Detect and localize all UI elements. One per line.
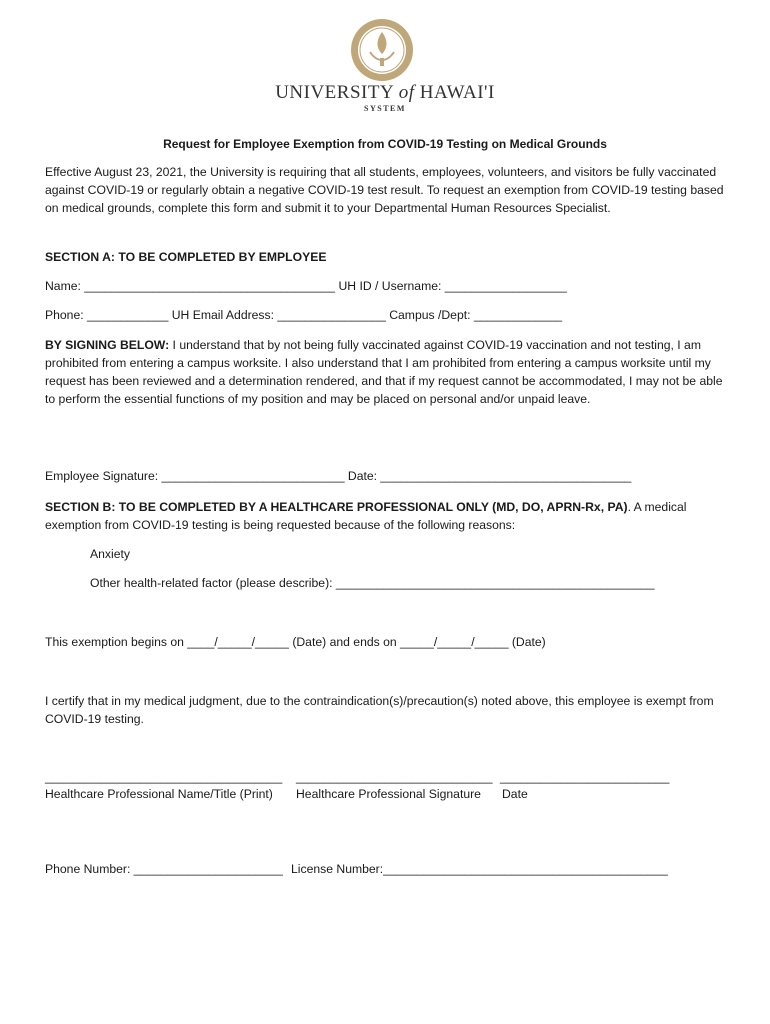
intro-paragraph: Effective August 23, 2021, the University is requiring that all students, employees, volunteers, and visitors be fully vaccinated against COVID-19 or regularly obtain a negative COVID-19 test result. To request an exemption from COVID-19 testing based on medical grounds, complete this form and submit it to your Departmental Human Resources Specialist. bbox=[45, 165, 724, 215]
hp-date-label: Date bbox=[502, 787, 528, 801]
form-title: Request for Employee Exemption from COVID-19 Testing on Medical Grounds bbox=[163, 137, 607, 151]
hp-signature-blank[interactable]: _____________________________ bbox=[296, 770, 493, 784]
section-a-heading: SECTION A: TO BE COMPLETED BY EMPLOYEE bbox=[45, 250, 327, 264]
reason-other-field-line[interactable]: Other health-related factor (please describe): _______________________________________________ bbox=[90, 576, 655, 590]
hp-name-label: Healthcare Professional Name/Title (Print) bbox=[45, 787, 273, 801]
university-wordmark: UNIVERSITY of HAWAI'I bbox=[275, 82, 495, 103]
exemption-dates-line[interactable]: This exemption begins on ____/_____/_____ (Date) and ends on _____/_____/_____ (Date) bbox=[45, 635, 546, 649]
university-seal-logo bbox=[350, 18, 414, 82]
hp-name-blank[interactable]: ___________________________________ bbox=[45, 770, 283, 784]
phone-email-campus-field-line[interactable]: Phone: ____________ UH Email Address: ________________ Campus /Dept: _____________ bbox=[45, 308, 563, 322]
employee-signature-line[interactable]: Employee Signature: ___________________________ Date: _____________________________________ bbox=[45, 469, 632, 483]
reason-anxiety[interactable]: Anxiety bbox=[90, 547, 130, 561]
phone-number-field-line[interactable]: Phone Number: ______________________ bbox=[45, 862, 283, 876]
section-b-heading: SECTION B: TO BE COMPLETED BY A HEALTHCARE PROFESSIONAL ONLY (MD, DO, APRN-Rx, PA) bbox=[45, 500, 628, 514]
hp-signature-label: Healthcare Professional Signature bbox=[296, 787, 481, 801]
signing-statement bbox=[45, 336, 725, 408]
section-b-paragraph bbox=[45, 498, 725, 534]
section-b-text: . A medical exemption from COVID-19 testing is being requested because of the following reasons: bbox=[45, 500, 687, 532]
system-label: SYSTEM bbox=[364, 104, 406, 113]
signing-label: BY SIGNING BELOW: bbox=[45, 338, 170, 352]
name-uhid-field-line[interactable]: Name: _____________________________________ UH ID / Username: __________________ bbox=[45, 279, 567, 293]
signing-text: I understand that by not being fully vaccinated against COVID-19 vaccination and not testing, I am prohibited from entering a campus worksite. I also understand that I am prohibited from entering a campus worksite until my request has been reviewed and a determination rendered, and that if my request cannot be accommodated, I may not be able to perform the essential functions of my position and may be placed on personal and/or unpaid leave. bbox=[45, 338, 723, 406]
certification-statement: I certify that in my medical judgment, due to the contraindication(s)/precaution(s) noted above, this employee is exempt from COVID-19 testing. bbox=[45, 694, 714, 726]
license-number-field-line[interactable]: License Number:__________________________________________ bbox=[291, 862, 668, 876]
hp-date-blank[interactable]: _________________________ bbox=[500, 770, 670, 784]
